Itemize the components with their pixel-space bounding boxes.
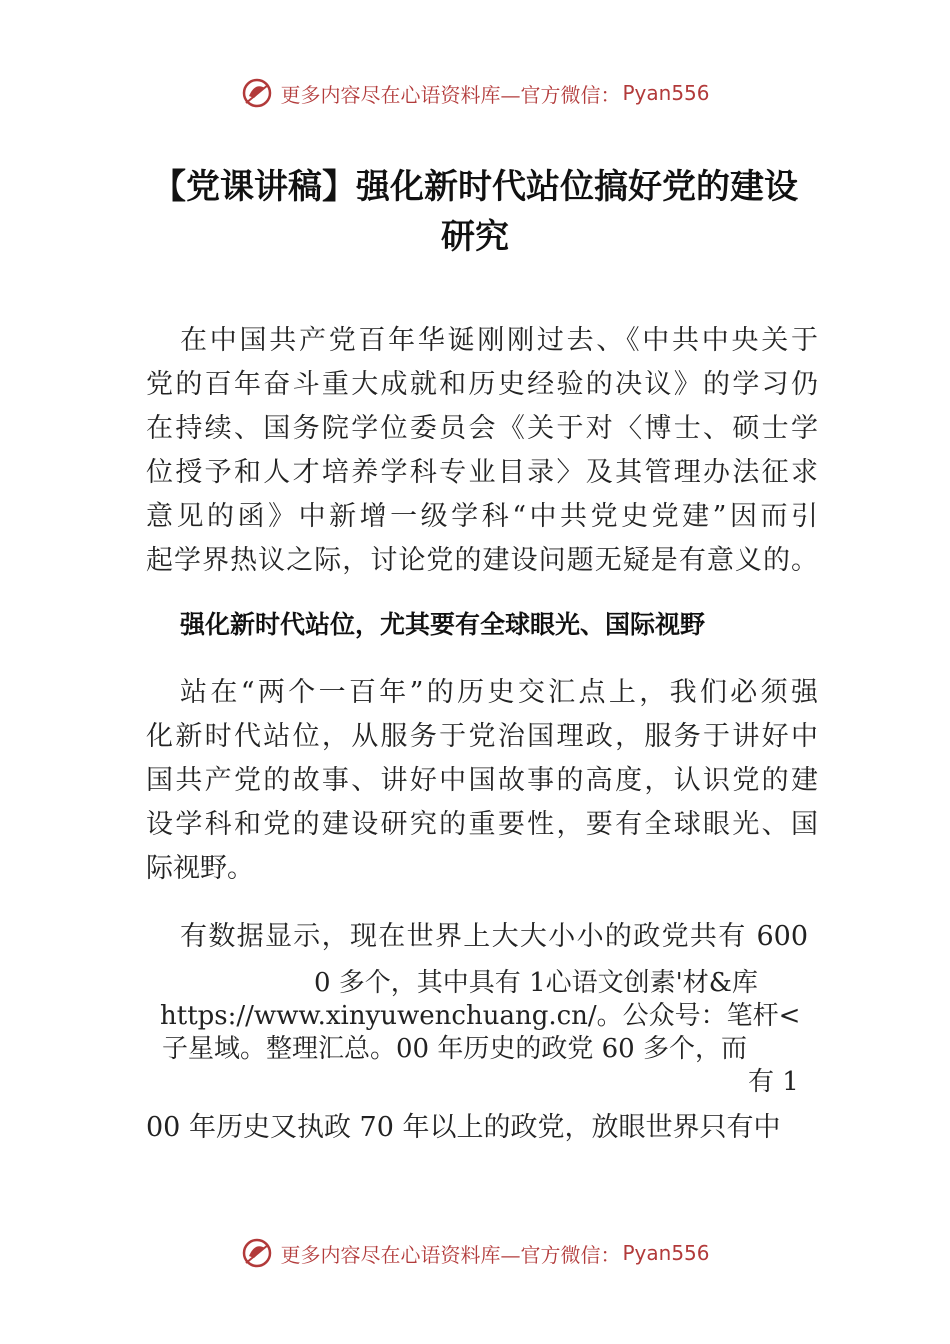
watermark-logo-icon: [240, 1236, 274, 1270]
footer-watermark: [0, 1233, 950, 1273]
paragraph-1-line: 党的百年奋斗重大成就和历史经验的决议》的学习仍: [146, 369, 818, 400]
paragraph-3-line: 00 年历史又执政 70 年以上的政党，放眼世界只有中: [146, 1112, 781, 1143]
watermark-logo-icon: [240, 76, 274, 110]
title-line-1: 【党课讲稿】强化新时代站位搞好党的建设: [152, 167, 798, 207]
paragraph-1-line: 意见的函》中新增一级学科“中共党史党建”因而引: [146, 501, 818, 532]
paragraph-2-line: 站在“两个一百年”的历史交汇点上，我们必须强: [180, 677, 818, 708]
paragraph-1-line: 在持续、国务院学位委员会《关于对〈博士、硕士学: [146, 413, 818, 444]
paragraph-1-line: 在中国共产党百年华诞刚刚过去、《中共中央关于: [180, 325, 818, 356]
paragraph-3-line: 子星域。整理汇总。00 年历史的政党 60 多个，而: [162, 1034, 747, 1064]
paragraph-1-line: 起学界热议之际，讨论党的建设问题无疑是有意义的。: [146, 545, 818, 576]
watermark-text: 更多内容尽在心语资料库—官方微信：: [280, 1242, 621, 1267]
paragraph-3-line: 有 1: [748, 1067, 799, 1097]
watermark-wechat-id: Pyan556: [622, 81, 710, 105]
paragraph-2-line: 化新时代站位，从服务于党治国理政，服务于讲好中: [146, 721, 818, 752]
section-heading: 强化新时代站位，尤其要有全球眼光、国际视野: [180, 610, 706, 639]
paragraph-3-line: 0 多个，其中具有 1心语文创素'材&库: [314, 968, 758, 998]
paragraph-3-line: 有数据显示，现在世界上大大小小的政党共有 600: [180, 921, 808, 952]
paragraph-2-line: 设学科和党的建设研究的重要性，要有全球眼光、国: [146, 809, 818, 840]
paragraph-2-line: 国共产党的故事、讲好中国故事的高度，认识党的建: [146, 765, 818, 796]
paragraph-1-line: 位授予和人才培养学科专业目录〉及其管理办法征求: [146, 457, 818, 488]
header-watermark: [0, 73, 950, 113]
title-line-2: 研究: [441, 217, 509, 257]
paragraph-3-line: https://www.xinyuwenchuang.cn/。公众号：笔杆<: [160, 1001, 801, 1031]
watermark-text: 更多内容尽在心语资料库—官方微信：: [280, 82, 621, 107]
document-title: [110, 162, 840, 262]
paragraph-2-line: 际视野。: [146, 853, 254, 884]
watermark-wechat-id: Pyan556: [622, 1241, 710, 1265]
